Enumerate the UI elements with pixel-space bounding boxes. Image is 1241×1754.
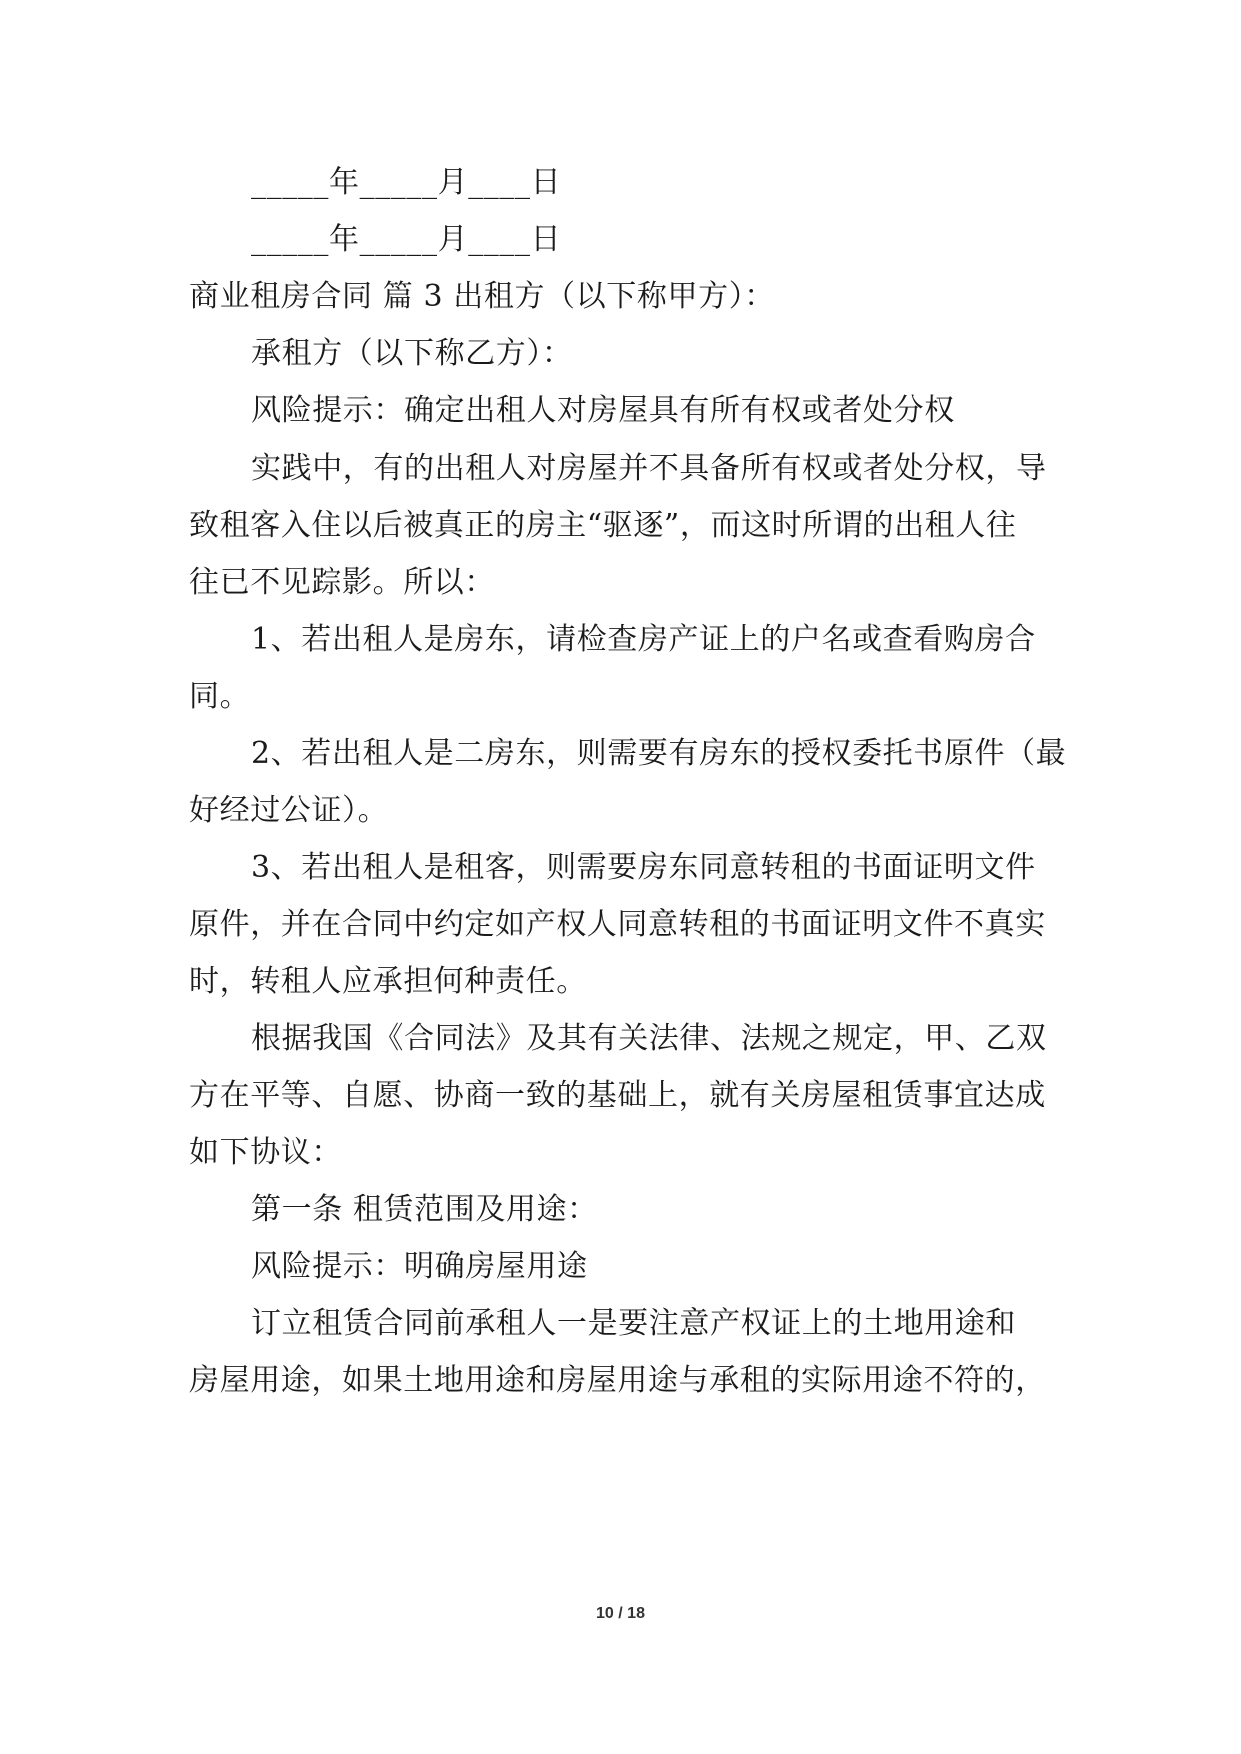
- list-item-line: 3、若出租人是租客，则需要房东同意转租的书面证明文件: [251, 850, 1036, 885]
- page-number: 10 / 18: [596, 1605, 645, 1622]
- list-item-line: 2、若出租人是二房东，则需要有房东的授权委托书原件（最: [251, 736, 1067, 771]
- date-line: _____年_____月____日: [251, 222, 562, 257]
- paragraph-line: 根据我国《合同法》及其有关法律、法规之规定，甲、乙双: [251, 1021, 1047, 1056]
- list-item-line: 原件，并在合同中约定如产权人同意转租的书面证明文件不真实: [189, 907, 1046, 942]
- paragraph-line: 如下协议：: [189, 1135, 342, 1170]
- date-line: _____年_____月____日: [251, 165, 562, 200]
- section-heading: 商业租房合同 篇 3 出租方（以下称甲方）：: [189, 279, 775, 314]
- list-item-line: 好经过公证）。: [189, 793, 389, 828]
- risk-notice-line: 风险提示：确定出租人对房屋具有所有权或者处分权: [251, 393, 955, 428]
- paragraph-line: 订立租赁合同前承租人一是要注意产权证上的土地用途和: [251, 1306, 1016, 1341]
- paragraph-line: 往已不见踪影。所以：: [189, 565, 495, 600]
- paragraph-line: 房屋用途，如果土地用途和房屋用途与承租的实际用途不符的，: [189, 1363, 1046, 1398]
- list-item-line: 同。: [189, 679, 251, 714]
- list-item-line: 1、若出租人是房东，请检查房产证上的户名或查看购房合: [251, 622, 1036, 657]
- paragraph-line: 承租方（以下称乙方）：: [251, 336, 573, 371]
- article-heading: 第一条 租赁范围及用途：: [251, 1192, 598, 1227]
- paragraph-line: 方在平等、自愿、协商一致的基础上，就有关房屋租赁事宜达成: [189, 1078, 1046, 1113]
- paragraph-line: 实践中，有的出租人对房屋并不具备所有权或者处分权，导: [251, 451, 1047, 486]
- list-item-line: 时，转租人应承担何种责任。: [189, 964, 587, 999]
- paragraph-line: 致租客入住以后被真正的房主“驱逐”，而这时所谓的出租人往: [189, 508, 1017, 543]
- risk-notice-line: 风险提示：明确房屋用途: [251, 1249, 588, 1284]
